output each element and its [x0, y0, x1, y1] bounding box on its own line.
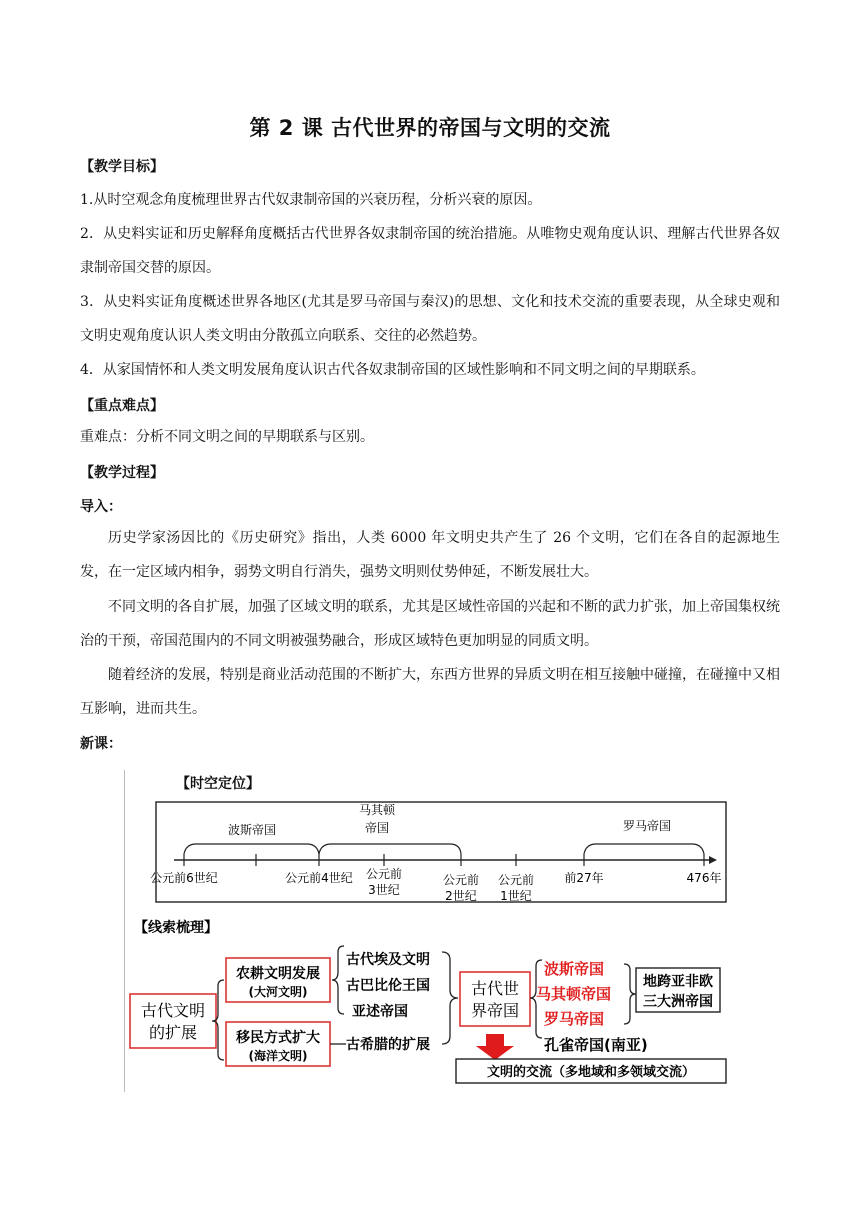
brace-farm: [332, 946, 344, 1014]
section-goals-heading: 【教学目标】: [80, 159, 164, 175]
tick-label-2c-a: 公元前: [442, 873, 480, 887]
root-line-1: 古代文明: [140, 1001, 206, 1020]
timeline-frame: [156, 802, 726, 902]
empires-box-line-1: 古代世: [470, 979, 520, 998]
intro-paragraph-3: 随着经济的发展，特别是商业活动范围的不断扩大，东西方世界的异质文明在相互接触中碰撞，在碰撞中又相互影响，进而共生。: [80, 667, 780, 717]
new-lesson-label: 新课：: [80, 736, 122, 752]
empires-box-line-2: 界帝国: [470, 1001, 520, 1020]
intro-paragraph-1: 历史学家汤因比的《历史研究》指出，人类 6000 年文明史共产生了 26 个文明，它们在各自的起源地生发，在一定区域内相争，弱势文明自行消失，强势文明则仗势伸延，不断发展壮大。: [80, 530, 780, 580]
goal-4: 4．从家国情怀和人类文明发展角度认识古代各奴隶制帝国的区域性影响和不同文明之间的早期联系。: [80, 362, 705, 378]
page-title: 第 2 课 古代世界的帝国与文明的交流: [249, 116, 611, 140]
intro-label: 导入：: [80, 499, 122, 515]
goal-2: 2．从史料实证和历史解释角度概括古代世界各奴隶制帝国的统治措施。从唯物史观角度认识、理解古代世界各奴隶制帝国交替的原因。: [80, 226, 780, 276]
rome-bracket: [584, 844, 704, 854]
farm-sub: (大河文明): [248, 985, 308, 999]
era-rome: 罗马帝国: [622, 819, 672, 833]
tick-label-2c-b: 2世纪: [445, 889, 477, 903]
era-macedon-2: 帝国: [364, 821, 390, 835]
migrate-sub: (海洋文明): [248, 1049, 308, 1063]
empire-persia: 波斯帝国: [544, 960, 605, 978]
goal-3: 3．从史料实证角度概述世界各地区(尤其是罗马帝国与秦汉)的思想、文化和技术交流的重要表现，从全球史观和文明史观角度认识人类文明由分散孤立向联系、交往的必然趋势。: [80, 294, 780, 344]
intro-paragraph-2: 不同文明的各自扩展，加强了区域文明的联系，尤其是区域性帝国的兴起和不断的武力扩张，加上帝国集权统治的干预，帝国范围内的不同文明被强势融合，形成区域特色更加明显的同质文明。: [80, 599, 780, 649]
continents-line-2: 三大洲帝国: [643, 994, 713, 1010]
empire-macedon: 马其顿帝国: [536, 985, 612, 1003]
ancient-egypt: 古代埃及文明: [346, 952, 430, 968]
brace-to-empires: [442, 952, 458, 1044]
down-arrow-icon: [476, 1034, 514, 1060]
section-key-heading: 【重点难点】: [80, 398, 164, 414]
ancient-babylon: 古巴比伦王国: [346, 978, 430, 994]
key-text: 重难点：分析不同文明之间的早期联系与区别。: [80, 429, 374, 445]
tick-label-476: 476年: [686, 871, 722, 885]
timeline-arrow: [709, 856, 717, 864]
farm-label: 农耕文明发展: [236, 966, 320, 982]
migrate-label: 移民方式扩大: [236, 1030, 320, 1046]
greece-label: 古希腊的扩展: [346, 1037, 430, 1053]
tick-label-1c-b: 1世纪: [500, 889, 532, 903]
timeline-title: 【时空定位】: [176, 776, 260, 792]
persia-bracket: [184, 844, 319, 854]
brace-continents: [624, 964, 636, 1024]
empire-maurya: 孔雀帝国(南亚): [544, 1036, 648, 1054]
exchange-label: 文明的交流（多地域和多领域交流）: [486, 1065, 696, 1080]
tick-label-6c: 公元前6世纪: [150, 871, 218, 885]
root-line-2: 的扩展: [148, 1023, 198, 1042]
era-persia: 波斯帝国: [227, 823, 277, 837]
ancient-assyria: 亚述帝国: [352, 1004, 408, 1020]
tick-label-27bc: 前27年: [564, 871, 604, 885]
section-process-heading: 【教学过程】: [80, 465, 164, 481]
tick-label-4c: 公元前4世纪: [285, 871, 353, 885]
tick-label-3c-b: 3世纪: [368, 883, 400, 897]
clue-title: 【线索梳理】: [134, 920, 218, 936]
continents-line-1: 地跨亚非欧: [643, 974, 713, 990]
era-macedon-1: 马其顿: [358, 803, 396, 817]
empire-rome: 罗马帝国: [544, 1010, 605, 1028]
tick-label-3c-a: 公元前: [365, 867, 403, 881]
history-figure: [124, 764, 736, 1094]
tick-label-1c-a: 公元前: [497, 873, 535, 887]
goal-1: 1.从时空观念角度梳理世界古代奴隶制帝国的兴衰历程，分析兴衰的原因。: [80, 192, 542, 208]
macedon-bracket: [319, 844, 461, 854]
